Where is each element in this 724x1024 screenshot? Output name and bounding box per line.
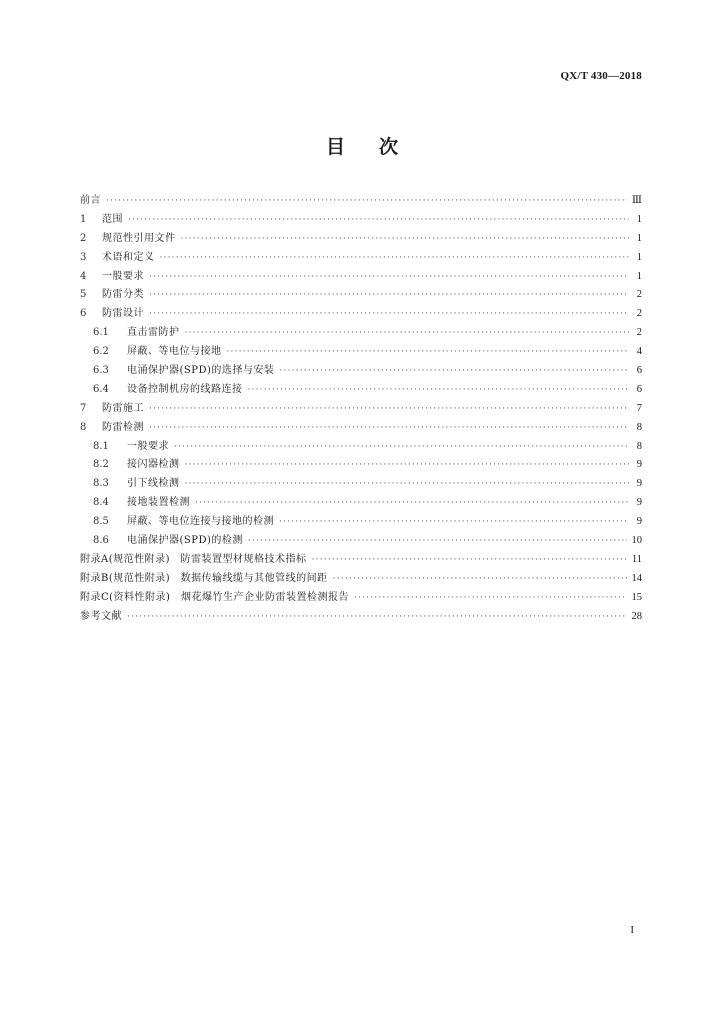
toc-entry[interactable] [80,361,642,380]
toc-leader-dots [227,347,630,357]
toc-entry-number: 8.5 [93,516,109,528]
toc-entry-label: 术语和定义 [102,251,155,263]
toc-entry-number: 8.1 [93,440,109,452]
toc-leader-dots [149,272,629,282]
toc-entry[interactable] [80,399,642,418]
toc-entry[interactable] [80,474,642,493]
toc-entry-label: 前言 [80,195,101,206]
toc-entry-page: 9 [636,459,642,471]
toc-entry[interactable] [80,267,642,286]
toc-entry-number: 6 [80,308,87,320]
toc-entry-number: 7 [80,402,87,414]
page-title [0,132,724,159]
toc-entry-page: 9 [636,497,642,509]
toc-entry-page: 10 [631,535,642,547]
toc-leader-dots [279,517,629,527]
toc-entry-number: 6.4 [93,383,109,395]
toc-leader-dots [149,404,629,414]
toc-entry-number: 6.1 [93,327,109,339]
toc-entry[interactable] [80,248,642,267]
toc-entry[interactable] [80,550,642,569]
toc-entry-label: 屏蔽、等电位连接与接地的检测 [127,516,274,528]
toc-leader-dots [185,479,630,489]
toc-entry[interactable] [80,380,642,399]
toc-entry-page: 28 [631,610,642,622]
toc-leader-dots [181,234,630,244]
toc-entry-label: 防雷施工 [102,402,144,414]
toc-entry[interactable] [80,588,642,607]
toc-leader-dots [185,460,630,470]
toc-entry-label: 设备控制机房的线路连接 [127,383,243,395]
toc-leader-dots [160,253,630,263]
toc-entry-label: 电涌保护器(SPD)的检测 [127,535,243,547]
toc-entry-label: 范围 [102,213,123,225]
toc-entry[interactable] [80,210,642,229]
toc-entry[interactable] [80,607,642,626]
toc-entry[interactable] [80,512,642,531]
page-number: I [630,924,634,936]
toc-entry-label: 一般要求 [127,440,169,452]
toc-entry-number: 8.2 [93,459,109,471]
toc-entry-label: 直击雷防护 [127,327,180,339]
toc-entry[interactable] [80,493,642,512]
toc-leader-dots [248,385,630,395]
toc-entry-number: 3 [80,251,87,263]
toc-entry-page: 1 [636,270,642,282]
title-part-2: 次 [379,136,399,158]
toc-leader-dots [312,555,627,565]
toc-entry-page: 6 [636,383,642,395]
toc-entry-number: 5 [80,289,87,301]
toc-entry-page: 14 [631,572,642,584]
toc-entry-label: 附录A(规范性附录) 防雷装置型材规格技术指标 [80,553,307,565]
toc-entry-page: 1 [636,251,642,263]
toc-leader-dots [333,574,627,584]
toc-leader-dots [149,309,629,319]
toc-entry-label: 接闪器检测 [127,459,180,471]
toc-entry-number: 8.4 [93,497,109,509]
toc-entry-label: 规范性引用文件 [102,232,176,244]
toc-entry-label: 防雷设计 [102,308,144,320]
toc-entry[interactable] [80,229,642,248]
toc-entry-label: 电涌保护器(SPD)的选择与安装 [127,365,275,377]
toc-entry-page: 6 [636,365,642,377]
toc-entry-page: 4 [636,346,642,358]
toc-leader-dots [248,536,627,546]
title-part-1: 目 [325,136,345,158]
toc-entry-number: 1 [80,213,87,225]
toc-leader-dots [279,366,629,376]
toc-entry-number: 6.3 [93,365,109,377]
toc-entry[interactable] [80,285,642,304]
toc-entry-number: 6.2 [93,346,109,358]
table-of-contents [80,191,642,625]
toc-entry[interactable] [80,323,642,342]
toc-entry[interactable] [80,418,642,437]
toc-leader-dots [127,612,627,622]
document-code: QX/T 430—2018 [560,70,642,82]
toc-entry-page: 2 [636,289,642,301]
toc-leader-dots [185,328,630,338]
toc-entry-number: 8.6 [93,535,109,547]
toc-leader-dots [354,593,627,603]
toc-entry-page: 8 [636,421,642,433]
toc-entry[interactable] [80,455,642,474]
toc-leader-dots [195,498,629,508]
toc-entry-label: 参考文献 [80,610,122,622]
toc-entry-label: 接地装置检测 [127,497,190,509]
toc-entry-page: 1 [636,232,642,244]
toc-leader-dots [149,290,629,300]
toc-entry-label: 引下线检测 [127,478,180,490]
toc-entry-page: 15 [631,591,642,603]
toc-entry-number: 2 [80,232,87,244]
toc-entry-label: 附录C(资料性附录) 烟花爆竹生产企业防雷装置检测报告 [80,591,349,603]
toc-entry[interactable] [80,191,642,210]
toc-entry-page: Ⅲ [631,195,642,206]
toc-entry-label: 屏蔽、等电位与接地 [127,346,222,358]
toc-entry-page: 9 [636,516,642,528]
toc-entry-page: 1 [636,213,642,225]
toc-entry[interactable] [80,304,642,323]
toc-entry-page: 9 [636,478,642,490]
toc-entry[interactable] [80,569,642,588]
toc-entry[interactable] [80,531,642,550]
toc-entry-number: 4 [80,270,87,282]
toc-entry-label: 防雷检测 [102,421,144,433]
toc-entry-page: 2 [636,327,642,339]
toc-entry-label: 防雷分类 [102,289,144,301]
toc-entry-label: 一般要求 [102,270,144,282]
toc-entry[interactable] [80,437,642,456]
toc-entry-number: 8.3 [93,478,109,490]
toc-leader-dots [106,196,627,206]
toc-entry-page: 7 [636,402,642,414]
toc-leader-dots [128,215,629,225]
toc-entry-label: 附录B(规范性附录) 数据传输线缆与其他管线的间距 [80,572,328,584]
toc-entry[interactable] [80,342,642,361]
toc-leader-dots [174,442,629,452]
toc-entry-page: 2 [636,308,642,320]
toc-leader-dots [149,423,629,433]
toc-entry-page: 11 [631,553,642,565]
toc-entry-number: 8 [80,421,87,433]
toc-entry-page: 8 [636,440,642,452]
